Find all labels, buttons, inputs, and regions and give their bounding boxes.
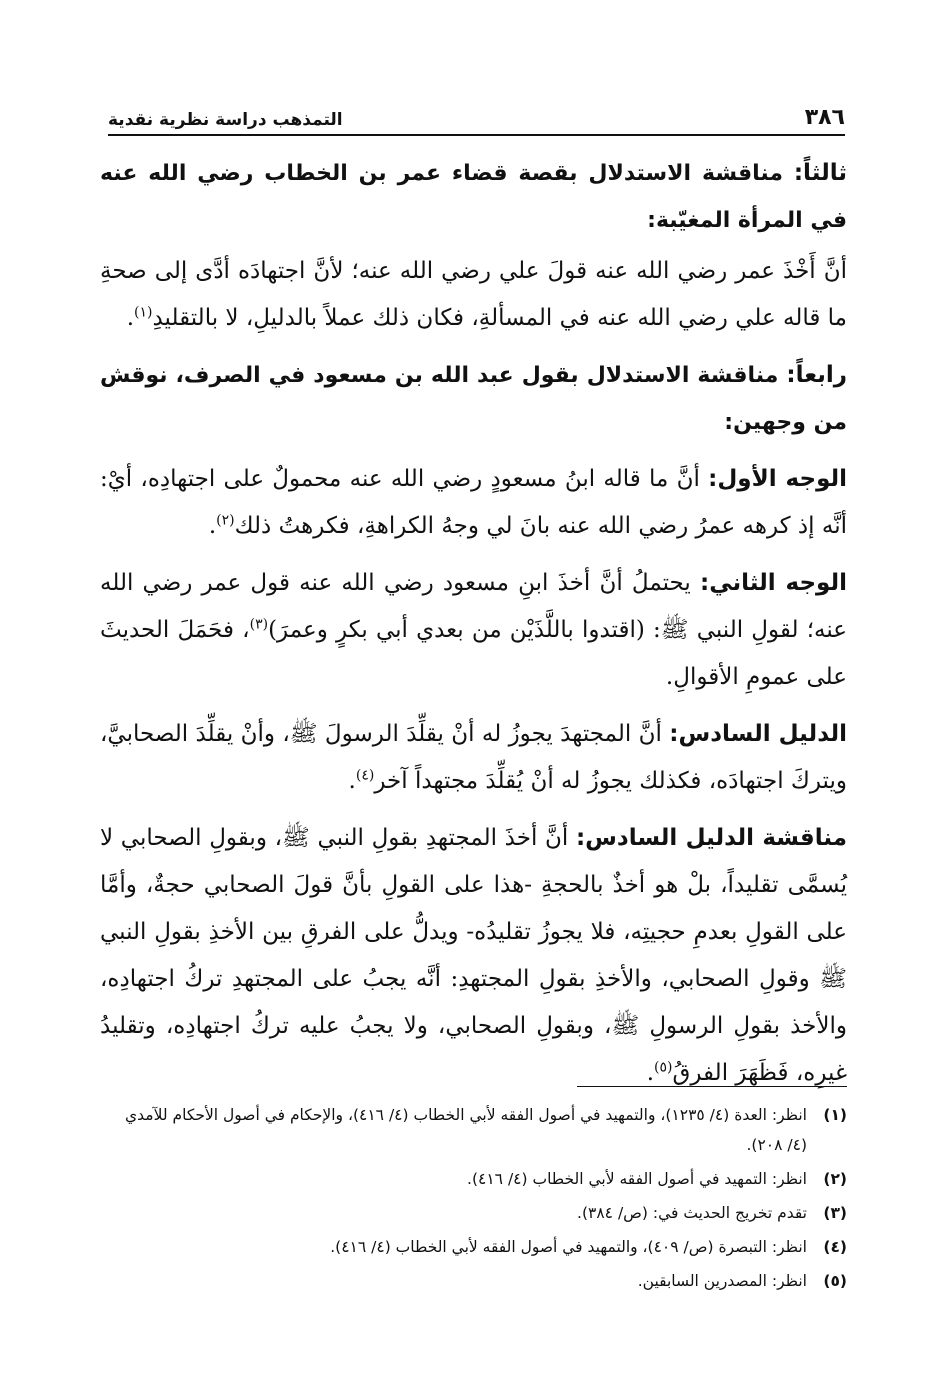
footnote-item (104, 1198, 847, 1228)
sixth-evidence-discussion (100, 815, 847, 1097)
paragraph-text: أنَّ أَخْذَ عمر رضي الله عنه قولَ علي رضي الله عنه؛ لأنَّ اجتهادَه أدَّى إلى صحةِ ما قاله علي رضي الله عنه في المسألةِ، فكان ذلك عملاً بالدليلِ، لا بالتقليدِ (100, 258, 847, 331)
footnote-number: (٣) (823, 1204, 847, 1222)
footnote-item (104, 1100, 847, 1160)
footnote-number: (٤) (823, 1238, 847, 1256)
footnote-item (104, 1266, 847, 1296)
paragraph-lead: الوجه الأول: (708, 466, 848, 492)
paragraph-lead: الوجه الثاني: (700, 570, 847, 596)
footnote-ref: (٤) (355, 767, 375, 784)
footnote-text: انظر: التبصرة (ص/ ٤٠٩)، والتمهيد في أصول الفقه لأبي الخطاب (٤/ ٤١٦). (330, 1238, 807, 1256)
footnote-divider (577, 1086, 847, 1087)
paragraph-text: أنَّ أخذَ المجتهدِ بقولِ النبي ﷺ، وبقولِ الصحابي لا يُسمَّى تقليداً، بلْ هو أخذٌ بالحجةِ -هذا على القولِ بأنَّ قولَ الصحابي حجةٌ، وأمَّا على القولِ بعدمِ حجيتِه، فلا يجوزُ تقليدُه- ويدلُّ على الفرقِ بين الأخذِ بقولِ النبي ﷺ وقولِ الصحابي، والأخذِ بقولِ المجتهدِ: أنَّه يجبُ على المجتهدِ تركُ اجتهادِه، والأخذ بقولِ الرسولِ ﷺ، وبقولِ الصحابي، ولا يجبُ عليه تركُ اجتهادِه، وتقليدُ غيرِه، فَظَهَرَ الفرقُ (100, 825, 847, 1086)
section-3-heading (100, 150, 847, 244)
footnote-ref: (٢) (216, 512, 235, 529)
sixth-evidence (100, 711, 847, 805)
footnote-text: تقدم تخريج الحديث في: (ص/ ٣٨٤). (577, 1204, 807, 1222)
paragraph-lead: مناقشة الدليل السادس: (575, 825, 847, 851)
footnote-text: انظر: المصدرين السابقين. (637, 1272, 807, 1290)
footnote-ref: (١) (134, 304, 153, 321)
footnote-number: (١) (823, 1106, 847, 1124)
paragraph-tail: . (126, 305, 135, 331)
section-3-body (100, 248, 847, 342)
paragraph-text: أنَّ ما قاله ابنُ مسعودٍ رضي الله عنه محمولٌ على اجتهادِه، أيْ: أنَّه إذ كرهه عمرُ رضي الله عنه بانَ لي وجهُ الكراهةِ، فكرهتُ ذلك (100, 466, 847, 539)
footnote-text: انظر: العدة (٤/ ١٢٣٥)، والتمهيد في أصول الفقه لأبي الخطاب (٤/ ٤١٦)، والإحكام في أصول الأحكام للآمدي (٤/ ٢٠٨). (125, 1106, 807, 1154)
footnote-ref: (٣) (249, 616, 269, 633)
paragraph-tail: ، فحَمَلَ الحديثَ على عمومِ الأقوالِ. (100, 617, 847, 690)
paragraph-tail: . (208, 513, 217, 539)
footnote-text: انظر: التمهيد في أصول الفقه لأبي الخطاب (٤/ ٤١٦). (467, 1170, 807, 1188)
page-number: ٣٨٦ (804, 105, 845, 130)
running-title: التمذهب دراسة نظرية نقدية (108, 110, 343, 130)
footnotes (104, 1100, 847, 1300)
paragraph-text: مناقشة الاستدلال بقصة قضاء عمر بن الخطاب رضي الله عنه في المرأة المغيّبة: (100, 161, 847, 233)
paragraph-text: يحتملُ أنَّ أخذَ ابنِ مسعود رضي الله عنه قول عمر رضي الله عنه؛ لقولِ النبي ﷺ: (اقتدوا باللَّذَيْن من بعدي أبي بكرٍ وعمرَ) (100, 570, 848, 643)
paragraph-tail: . (348, 768, 356, 794)
paragraph-text: مناقشة الاستدلال بقول عبد الله بن مسعود في الصرف، نوقش من وجهين: (100, 363, 847, 435)
footnote-number: (٥) (823, 1272, 847, 1290)
footnote-item (104, 1164, 847, 1194)
second-aspect (100, 560, 847, 701)
paragraph-tail: . (646, 1060, 655, 1086)
footnote-ref: (٥) (654, 1059, 673, 1076)
section-4-heading (100, 352, 847, 446)
paragraph-lead: ثالثاً: (793, 160, 847, 186)
footnote-number: (٢) (823, 1170, 847, 1188)
first-aspect (100, 456, 847, 550)
main-text (100, 150, 847, 1101)
page-header (108, 96, 845, 136)
paragraph-lead: الدليل السادس: (669, 721, 847, 747)
paragraph-text: أنَّ المجتهدَ يجوزُ له أنْ يقلِّدَ الرسولَ ﷺ، وأنْ يقلِّدَ الصحابيَّ، ويتركَ اجتهادَه، فكذلك يجوزُ له أنْ يُقلِّدَ مجتهداً آخر (100, 721, 847, 794)
footnote-item (104, 1232, 847, 1262)
paragraph-lead: رابعاً: (786, 362, 847, 388)
